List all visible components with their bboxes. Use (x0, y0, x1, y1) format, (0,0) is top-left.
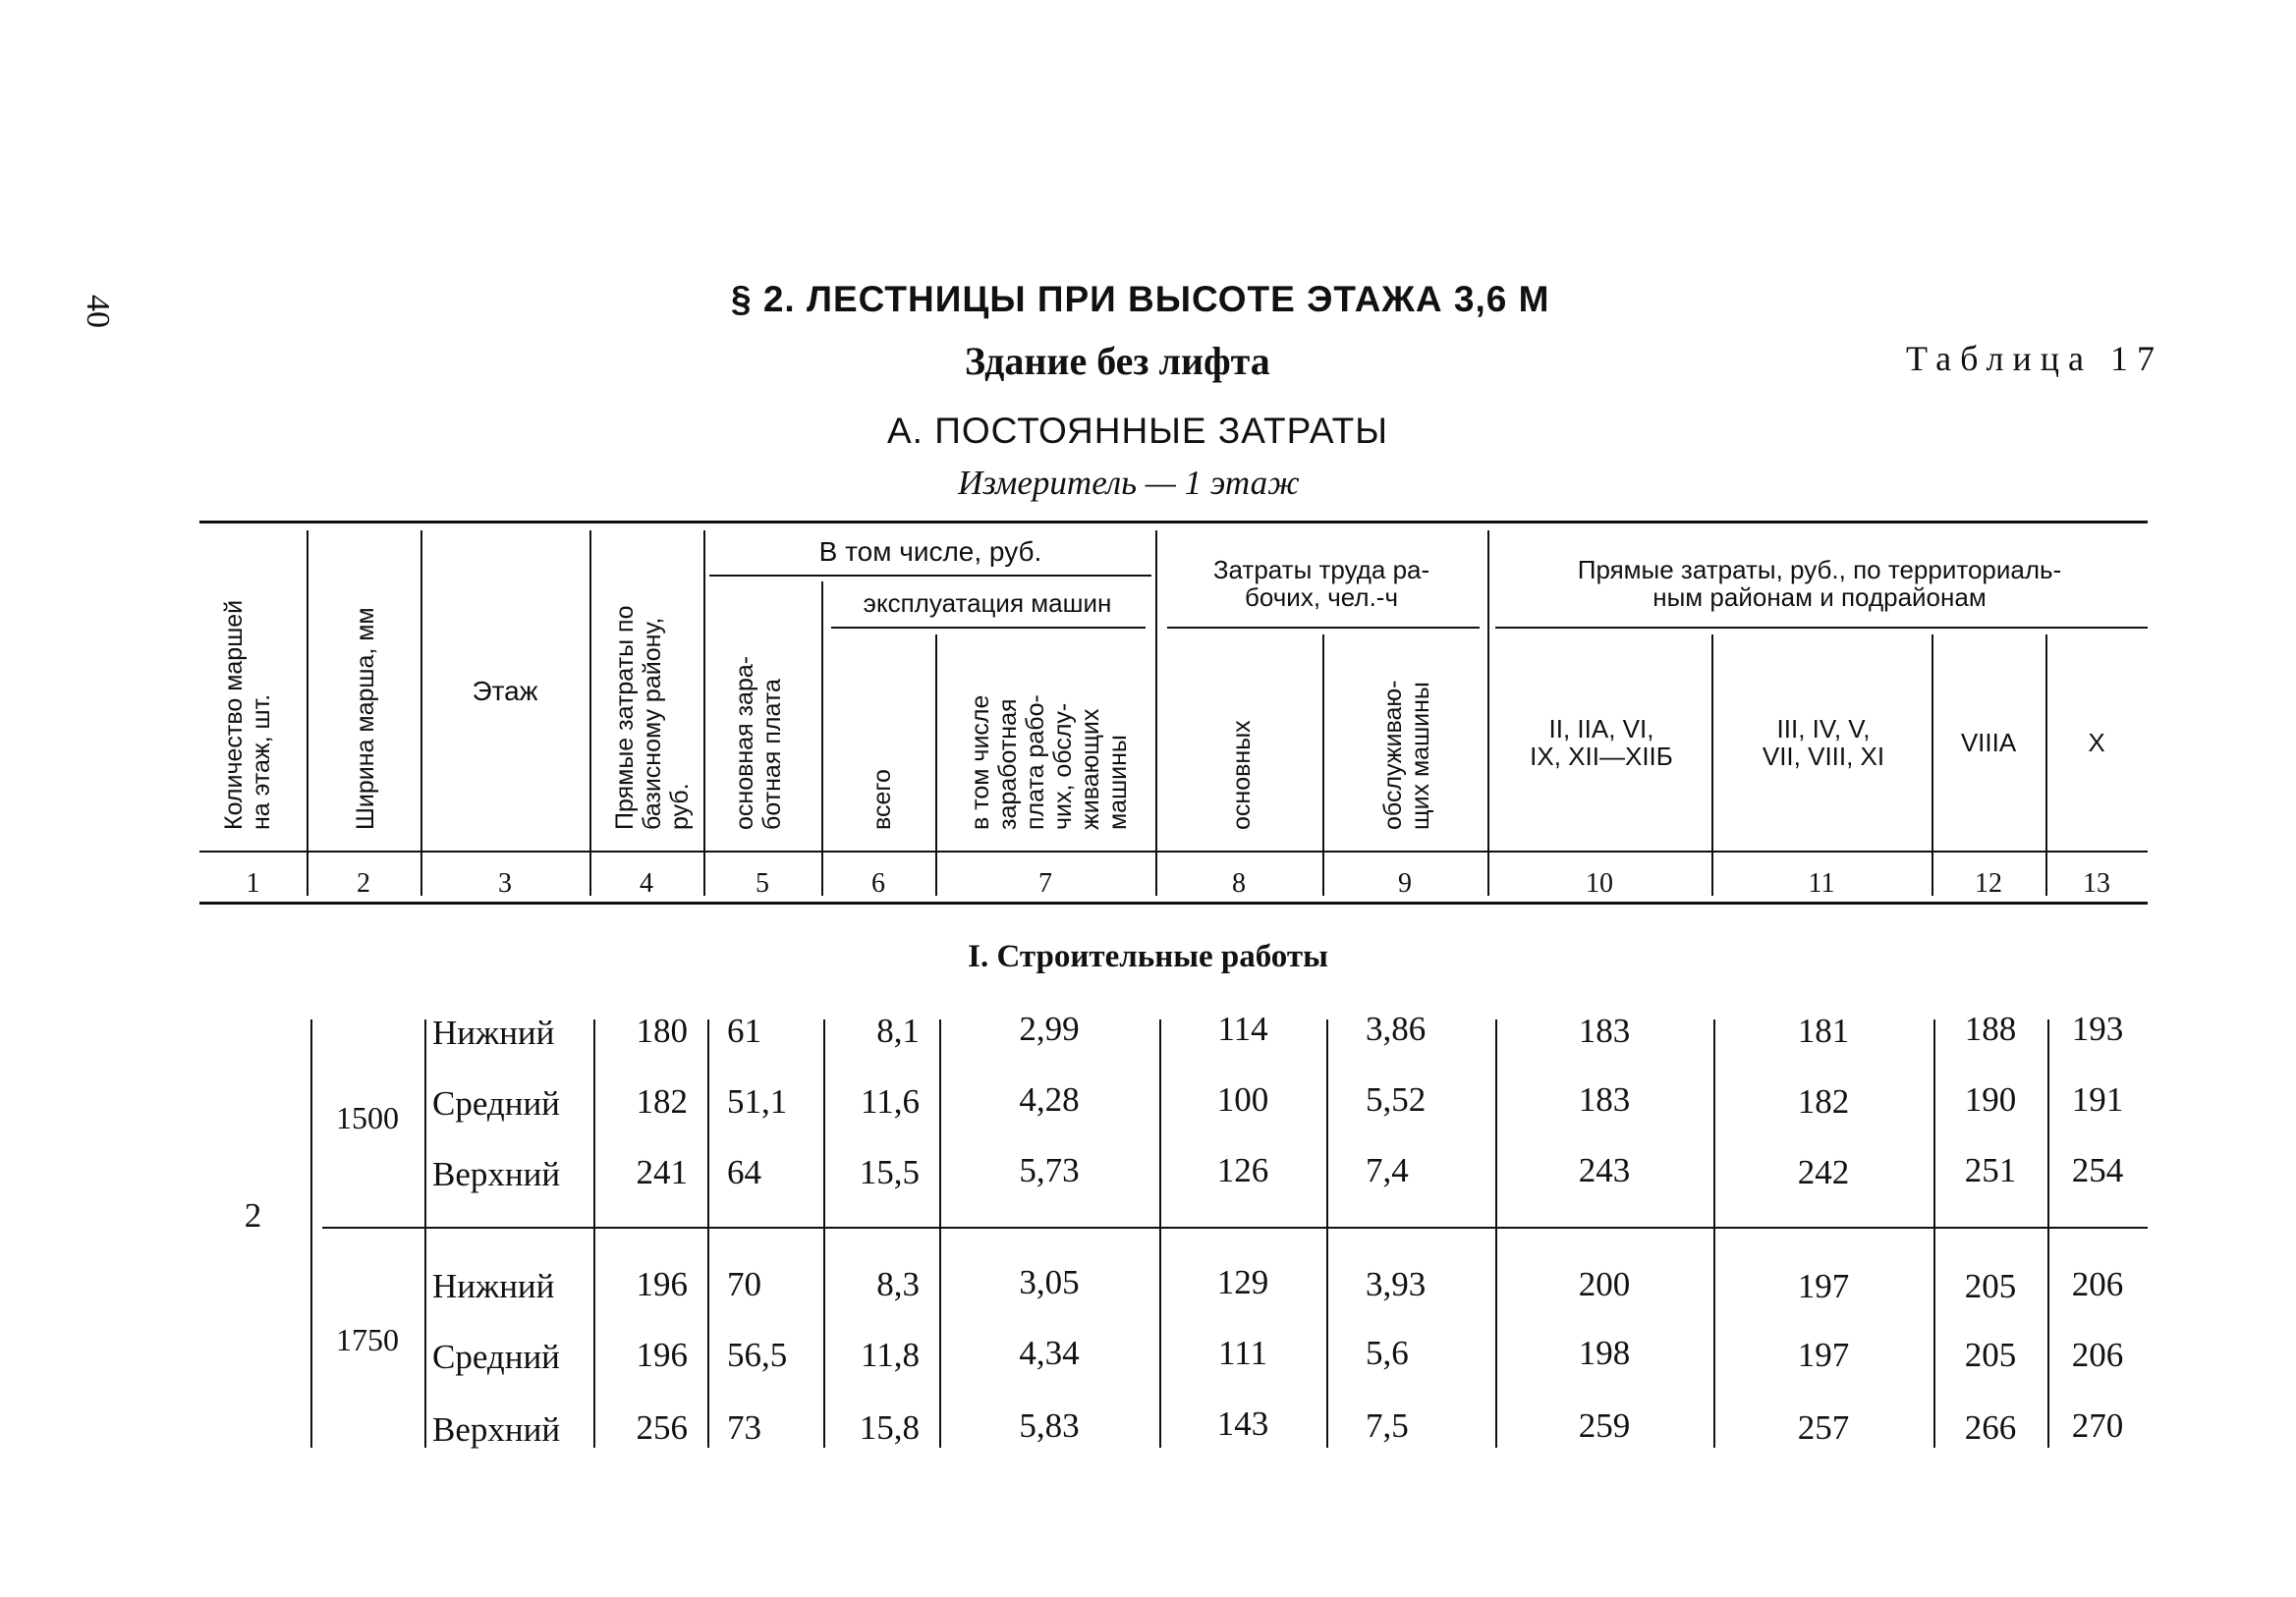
column-number: 7 (1038, 868, 1052, 899)
region-col12-cell: 205 (1964, 1267, 2017, 1305)
header-base-wage: основная зара- ботная плата (731, 655, 786, 830)
region-col12-cell: 188 (1964, 1010, 2017, 1048)
base-wage-cell: 73 (727, 1408, 761, 1447)
section-i-heading: I. Строительные работы (968, 939, 1328, 974)
direct-costs-base-cell: 182 (636, 1082, 688, 1121)
header-divider (1155, 530, 1157, 896)
body-divider (707, 1019, 709, 1448)
base-wage-cell: 64 (727, 1153, 761, 1191)
regions-group-rule (1495, 627, 2148, 629)
header-machines-total: всего (868, 769, 896, 830)
machine-operators-wage-cell: 5,73 (1019, 1151, 1080, 1189)
column-number: 9 (1398, 868, 1412, 899)
region-col12-cell: 190 (1964, 1080, 2017, 1119)
machines-total-cell: 11,6 (861, 1082, 920, 1121)
header-divider (703, 530, 705, 896)
region-col11-cell: 181 (1797, 1012, 1850, 1050)
machines-total-cell: 11,8 (861, 1336, 920, 1374)
header-bottom-rule (199, 851, 2148, 853)
region-col10-cell: 243 (1578, 1151, 1631, 1189)
floor-cell: Средний (432, 1338, 560, 1376)
base-wage-cell: 56,5 (727, 1336, 788, 1374)
floor-cell: Нижний (432, 1014, 555, 1052)
machine-operators-wage-cell: 3,05 (1019, 1263, 1080, 1301)
header-divider (1322, 634, 1324, 896)
header-group-machines: эксплуатация машин (863, 588, 1112, 618)
direct-costs-base-cell: 196 (636, 1265, 688, 1303)
base-wage-cell: 70 (727, 1265, 761, 1303)
machine-operators-wage-cell: 2,99 (1019, 1010, 1080, 1048)
column-number: 3 (498, 868, 512, 899)
region-col13-cell: 206 (2071, 1265, 2124, 1303)
table-top-rule (199, 521, 2148, 523)
body-divider (310, 1019, 312, 1448)
region-col13-cell: 254 (2071, 1151, 2124, 1189)
machines-total-cell: 15,5 (859, 1153, 920, 1191)
header-group-regions: Прямые затраты, руб., по территориаль- ным районам и подрайонам (1577, 555, 2062, 612)
region-col13-cell: 206 (2071, 1336, 2124, 1374)
column-number: 1 (246, 868, 260, 899)
region-col10-cell: 183 (1578, 1012, 1631, 1050)
header-divider (1487, 530, 1489, 896)
group-divider-rule (322, 1227, 2148, 1229)
header-divider (821, 581, 823, 896)
machine-operators-wage-cell: 4,28 (1019, 1080, 1080, 1119)
header-divider (1711, 634, 1713, 896)
region-col13-cell: 270 (2071, 1406, 2124, 1445)
labor-machines-cell: 7,4 (1366, 1151, 1409, 1189)
column-number: 4 (640, 868, 653, 899)
labor-machines-cell: 7,5 (1366, 1406, 1409, 1445)
header-march-width: Ширина марша, мм (352, 607, 379, 830)
march-width-cell: 1500 (336, 1100, 399, 1135)
table-label: Таблица 17 (1906, 339, 2163, 378)
floor-cell: Средний (432, 1084, 560, 1123)
column-number: 13 (2083, 868, 2110, 899)
labor-machines-cell: 5,6 (1366, 1334, 1409, 1372)
header-divider (420, 530, 422, 896)
column-number: 6 (871, 868, 885, 899)
header-region-col13: X (2088, 728, 2105, 757)
region-col12-cell: 266 (1964, 1408, 2017, 1447)
page-number: 40 (80, 295, 116, 328)
floor-cell: Нижний (432, 1267, 555, 1305)
header-labor-machines: обслуживаю- щих машины (1379, 680, 1434, 830)
region-col10-cell: 200 (1578, 1265, 1631, 1303)
machines-total-cell: 15,8 (859, 1408, 920, 1447)
section-a-heading: А. ПОСТОЯННЫЕ ЗАТРАТЫ (887, 411, 1388, 451)
header-marches-count: Количество маршей на этаж, шт. (220, 599, 275, 830)
incl-group-rule (709, 575, 1151, 577)
machines-total-cell: 8,1 (876, 1012, 920, 1050)
header-divider (935, 634, 937, 896)
column-number: 8 (1232, 868, 1246, 899)
direct-costs-base-cell: 241 (636, 1153, 688, 1191)
direct-costs-base-cell: 256 (636, 1408, 688, 1447)
marches-count-cell: 2 (244, 1196, 262, 1235)
base-wage-cell: 61 (727, 1012, 761, 1050)
header-direct-costs-base: Прямые затраты по базисному району, руб. (611, 605, 694, 830)
region-col12-cell: 205 (1964, 1336, 2017, 1374)
region-col10-cell: 259 (1578, 1406, 1631, 1445)
column-number: 10 (1586, 868, 1613, 899)
region-col12-cell: 251 (1964, 1151, 2017, 1189)
labor-machines-cell: 5,52 (1366, 1080, 1427, 1119)
direct-costs-base-cell: 196 (636, 1336, 688, 1374)
region-col11-cell: 257 (1797, 1408, 1850, 1447)
region-col11-cell: 197 (1797, 1336, 1850, 1374)
labor-machines-cell: 3,86 (1366, 1010, 1427, 1048)
body-divider (1326, 1019, 1328, 1448)
labor-machines-cell: 3,93 (1366, 1265, 1427, 1303)
section-title: § 2. ЛЕСТНИЦЫ ПРИ ВЫСОТЕ ЭТАЖА 3,6 М (731, 279, 1550, 319)
region-col10-cell: 183 (1578, 1080, 1631, 1119)
header-divider (307, 530, 308, 896)
labor-main-cell: 143 (1216, 1404, 1269, 1443)
header-floor: Этаж (472, 676, 538, 706)
machines-total-cell: 8,3 (876, 1265, 920, 1303)
column-number: 12 (1975, 868, 2002, 899)
region-col10-cell: 198 (1578, 1334, 1631, 1372)
header-divider (589, 530, 591, 896)
region-col11-cell: 197 (1797, 1267, 1850, 1305)
direct-costs-base-cell: 180 (636, 1012, 688, 1050)
floor-cell: Верхний (432, 1410, 561, 1449)
header-group-labor: Затраты труда ра- бочих, чел.-ч (1212, 555, 1430, 612)
measure-unit: Измеритель — 1 этаж (958, 464, 1300, 502)
column-number: 5 (756, 868, 769, 899)
header-divider (2045, 634, 2047, 896)
labor-main-cell: 111 (1218, 1334, 1267, 1372)
machine-operators-wage-cell: 5,83 (1019, 1406, 1080, 1445)
header-region-col11: III, IV, V, VII, VIII, XI (1762, 714, 1885, 771)
labor-main-cell: 100 (1216, 1080, 1269, 1119)
body-divider (424, 1019, 426, 1448)
header-machine-operators-wage: в том числе заработная плата рабо- чих, обслу- живающих машины (967, 694, 1132, 830)
region-col13-cell: 193 (2071, 1010, 2124, 1048)
region-col13-cell: 191 (2071, 1080, 2124, 1119)
labor-main-cell: 114 (1217, 1010, 1268, 1048)
header-divider (1932, 634, 1933, 896)
labor-group-rule (1167, 627, 1480, 629)
machine-operators-wage-cell: 4,34 (1019, 1334, 1080, 1372)
column-number: 11 (1808, 868, 1835, 899)
header-labor-main: основных (1228, 720, 1256, 830)
machines-group-rule (831, 627, 1146, 629)
march-width-cell: 1750 (336, 1322, 399, 1357)
header-region-col10: II, IIА, VI, IX, XII—XIIБ (1530, 714, 1673, 771)
column-number: 2 (357, 868, 370, 899)
labor-main-cell: 126 (1216, 1151, 1269, 1189)
header-region-col12: VIIIА (1960, 728, 2017, 757)
numbers-bottom-rule (199, 902, 2148, 905)
floor-cell: Верхний (432, 1155, 561, 1193)
region-col11-cell: 182 (1797, 1082, 1850, 1121)
labor-main-cell: 129 (1216, 1263, 1269, 1301)
region-col11-cell: 242 (1797, 1153, 1850, 1191)
header-group-incl: В том числе, руб. (818, 536, 1042, 567)
subtitle: Здание без лифта (965, 339, 1270, 383)
base-wage-cell: 51,1 (727, 1082, 788, 1121)
